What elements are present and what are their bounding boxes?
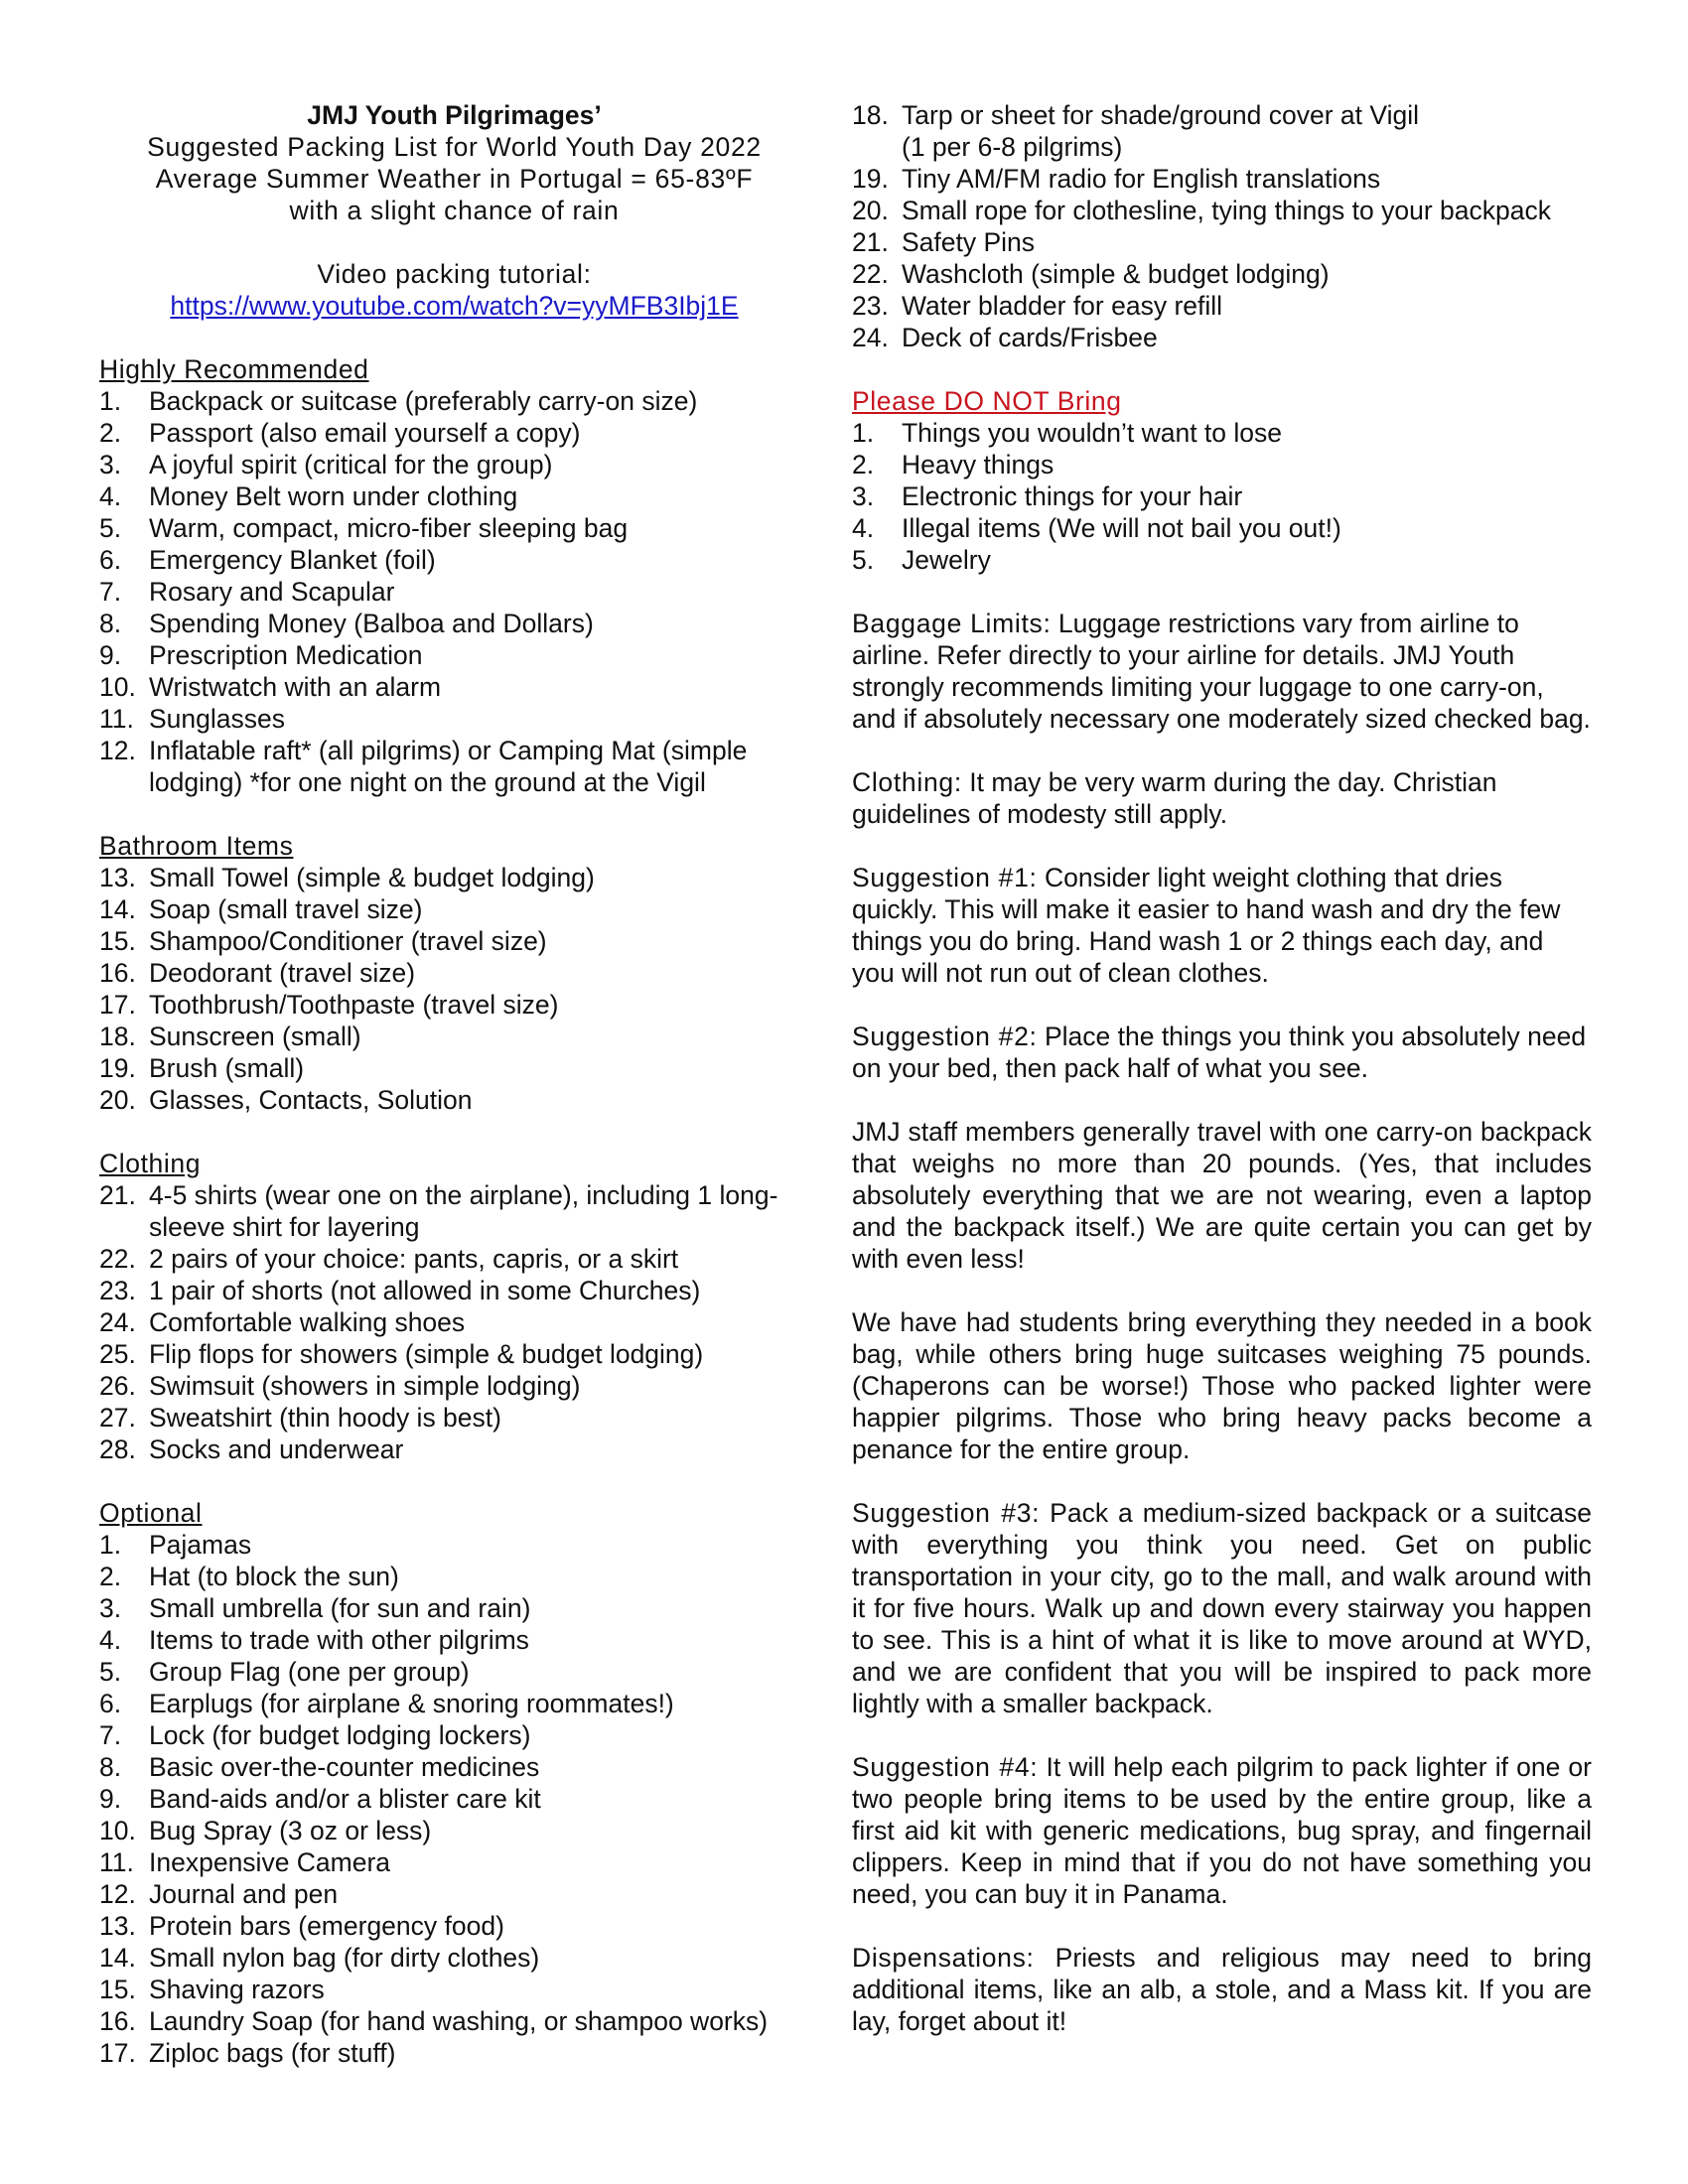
list-item-number: 8. <box>99 1752 122 1782</box>
list-item <box>99 1974 809 2005</box>
list-item <box>99 925 809 957</box>
list-item-number: 4. <box>852 513 875 543</box>
list-item-number: 7. <box>99 577 122 607</box>
list-item-text: Jewelry <box>902 545 991 575</box>
list-item <box>99 1656 809 1688</box>
list-item-number: 21. <box>852 227 889 257</box>
list-item <box>99 480 809 512</box>
suggestion-1-lead: Suggestion #1: <box>852 863 1038 892</box>
list-item-text: Deodorant (travel size) <box>149 958 416 988</box>
list-item-text: Sweatshirt (thin hoody is best) <box>149 1403 501 1433</box>
list-item-number: 10. <box>99 672 136 702</box>
list-item <box>99 1751 809 1783</box>
list-item-text: Washcloth (simple & budget lodging) <box>902 259 1330 289</box>
list-item-text: Brush (small) <box>149 1053 305 1083</box>
list-item <box>852 290 1592 322</box>
suggestion-3-paragraph <box>852 1497 1592 1719</box>
list-item <box>852 322 1592 353</box>
list-item-number: 25. <box>99 1339 136 1369</box>
list-item-text: Shaving razors <box>149 1975 325 2004</box>
suggestion-3-lead: Suggestion #3: <box>852 1498 1041 1528</box>
list-item-number: 5. <box>99 1657 122 1687</box>
list-item <box>99 1021 809 1052</box>
list-item <box>99 608 809 639</box>
clothing-lead: Clothing: <box>852 767 962 797</box>
list-item-text: 1 pair of shorts (not allowed in some Churches) <box>149 1276 701 1305</box>
list-item-text: Band-aids and/or a blister care kit <box>149 1784 541 1814</box>
list-item-number: 8. <box>99 609 122 638</box>
list-item <box>99 576 809 608</box>
list-item <box>99 639 809 671</box>
list-item-text: Emergency Blanket (foil) <box>149 545 436 575</box>
list-item-number: 23. <box>852 291 889 321</box>
list-item-number: 10. <box>99 1816 136 1845</box>
list-item-text: Small umbrella (for sun and rain) <box>149 1593 531 1623</box>
list-item-text: Money Belt worn under clothing <box>149 481 518 511</box>
bathroom-items-heading: Bathroom Items <box>99 831 294 861</box>
list-item-number: 21. <box>99 1180 136 1210</box>
list-item <box>99 862 809 893</box>
list-item-text: Shampoo/Conditioner (travel size) <box>149 926 547 956</box>
list-item-text: Things you wouldn’t want to lose <box>902 418 1282 448</box>
left-column <box>99 99 809 2069</box>
list-item-number: 26. <box>99 1371 136 1401</box>
list-item-text: Items to trade with other pilgrims <box>149 1625 529 1655</box>
list-item <box>99 1275 809 1306</box>
list-item <box>852 131 1592 163</box>
list-item-text: Passport (also email yourself a copy) <box>149 418 581 448</box>
page-subtitle: Suggested Packing List for World Youth Day 2022 <box>147 132 762 162</box>
list-item-number: 17. <box>99 2038 136 2068</box>
list-item <box>99 512 809 544</box>
list-item-text: Spending Money (Balboa and Dollars) <box>149 609 594 638</box>
list-item-number: 12. <box>99 736 136 765</box>
suggestion-4-paragraph <box>852 1751 1592 1910</box>
list-item-number: 14. <box>99 1943 136 1973</box>
list-item-text: Basic over-the-counter medicines <box>149 1752 540 1782</box>
list-item-text: Laundry Soap (for hand washing, or shampoo works) <box>149 2006 769 2036</box>
baggage-limits-paragraph <box>852 608 1592 735</box>
list-item <box>99 1846 809 1878</box>
list-item <box>99 1878 809 1910</box>
dispensations-text: Priests and religious may need to bring additional items, like an alb, a stole, and a Mass kit. If you are lay, forget about it! <box>852 1943 1592 2036</box>
list-item-number: 2. <box>852 450 875 479</box>
right-column <box>852 99 1592 2037</box>
list-item <box>99 1688 809 1719</box>
list-item-number: 28. <box>99 1434 136 1464</box>
list-item <box>99 989 809 1021</box>
list-item-number: 11. <box>99 1847 134 1877</box>
list-item-number: 27. <box>99 1403 136 1433</box>
list-item-text: Deck of cards/Frisbee <box>902 323 1158 352</box>
list-item-number: 12. <box>99 1879 136 1909</box>
list-item-text: 4-5 shirts (wear one on the airplane), including 1 long-sleeve shirt for layering <box>149 1180 778 1242</box>
suggestion-2-text: Place the things you think you absolutely need on your bed, then pack half of what you see. <box>852 1022 1587 1083</box>
page-title: JMJ Youth Pilgrimages’ <box>307 100 602 130</box>
list-item-text: Journal and pen <box>149 1879 339 1909</box>
list-item-text: Hat (to block the sun) <box>149 1562 399 1591</box>
list-item <box>99 957 809 989</box>
list-item-number: 1. <box>99 386 122 416</box>
video-label: Video packing tutorial: <box>317 259 592 289</box>
list-item-number: 7. <box>99 1720 122 1750</box>
clothing-text: It may be very warm during the day. Christian guidelines of modesty still apply. <box>852 767 1497 829</box>
list-item <box>99 703 809 735</box>
list-item <box>99 1338 809 1370</box>
suggestion-4-lead: Suggestion #4: <box>852 1752 1039 1782</box>
list-item-number: 13. <box>99 863 136 892</box>
list-item-text: Rosary and Scapular <box>149 577 395 607</box>
list-item-text: Backpack or suitcase (preferably carry-on size) <box>149 386 698 416</box>
list-item-number: 3. <box>852 481 875 511</box>
suggestion-1-text: Consider light weight clothing that dries quickly. This will make it easier to hand wash and dry the few things you do bring. Hand wash 1 or 2 things each day, and you will not run out of clean clothes. <box>852 863 1561 988</box>
list-item <box>99 2005 809 2037</box>
list-item-text: Inflatable raft* (all pilgrims) or Camping Mat (simple lodging) *for one night on the ground at the Vigil <box>149 736 748 797</box>
list-item-text: Illegal items (We will not bail you out!) <box>902 513 1341 543</box>
list-item <box>99 1179 809 1243</box>
baggage-limits-lead: Baggage Limits: <box>852 609 1052 638</box>
list-item-number: 6. <box>99 1689 122 1718</box>
dispensations-lead: Dispensations: <box>852 1943 1035 1973</box>
list-item-number: 3. <box>99 1593 122 1623</box>
dispensations-paragraph <box>852 1942 1592 2037</box>
list-item-text: Small Towel (simple & budget lodging) <box>149 863 595 892</box>
list-item-number: 13. <box>99 1911 136 1941</box>
list-item-text: Heavy things <box>902 450 1055 479</box>
list-item-text: Sunglasses <box>149 704 286 734</box>
video-tutorial-link[interactable]: https://www.youtube.com/watch?v=yyMFB3Ibj1E <box>170 291 739 321</box>
optional-list <box>99 1529 809 2069</box>
list-item <box>99 1529 809 1561</box>
list-item-text: Comfortable walking shoes <box>149 1307 466 1337</box>
list-item-number: 3. <box>99 450 122 479</box>
list-item-number: 11. <box>99 704 134 734</box>
list-item <box>99 1624 809 1656</box>
do-not-bring-list <box>852 417 1592 576</box>
list-item <box>99 385 809 417</box>
list-item <box>852 480 1592 512</box>
students-paragraph: We have had students bring everything they needed in a book bag, while others bring huge suitcases weighing 75 pounds. (Chaperons can be worse!) Those who packed lighter were happier pilgrims. Those who bring heavy packs become a penance for the entire group. <box>852 1307 1592 1464</box>
list-item-text: Tarp or sheet for shade/ground cover at Vigil <box>902 100 1419 130</box>
clothing-list <box>99 1179 809 1465</box>
list-item-text: Small nylon bag (for dirty clothes) <box>149 1943 540 1973</box>
list-item-number <box>852 131 902 163</box>
list-item-number: 17. <box>99 990 136 1020</box>
list-item-number: 1. <box>852 418 875 448</box>
suggestion-3-text: Pack a medium-sized backpack or a suitcase with everything you think you need. Get on public transportation in your city, go to the mall, and walk around with it for five hours. Walk up and down every stairway you happen to see. This is a hint of what it is like to move around at WYD, and we are confident that you will be inspired to pack more lightly with a smaller backpack. <box>852 1498 1592 1718</box>
list-item <box>99 1561 809 1592</box>
list-item-text: Ziploc bags (for stuff) <box>149 2038 396 2068</box>
list-item-text: Water bladder for easy refill <box>902 291 1223 321</box>
list-item <box>99 1306 809 1338</box>
list-item-number: 23. <box>99 1276 136 1305</box>
list-item-text: Wristwatch with an alarm <box>149 672 442 702</box>
list-item <box>99 544 809 576</box>
list-item-text: 2 pairs of your choice: pants, capris, or a skirt <box>149 1244 679 1274</box>
list-item-text: Group Flag (one per group) <box>149 1657 470 1687</box>
clothing-heading: Clothing <box>99 1149 202 1178</box>
list-item-text: Lock (for budget lodging lockers) <box>149 1720 531 1750</box>
list-item-number: 15. <box>99 1975 136 2004</box>
list-item <box>99 449 809 480</box>
list-item-number: 19. <box>99 1053 136 1083</box>
clothing-paragraph <box>852 766 1592 830</box>
optional-heading: Optional <box>99 1498 203 1528</box>
list-item-text: Safety Pins <box>902 227 1036 257</box>
list-item <box>99 2037 809 2069</box>
list-item <box>99 1402 809 1433</box>
list-item-text: Warm, compact, micro-fiber sleeping bag <box>149 513 629 543</box>
list-item-number: 2. <box>99 418 122 448</box>
list-item-number: 2. <box>99 1562 122 1591</box>
list-item-text: Flip flops for showers (simple & budget lodging) <box>149 1339 704 1369</box>
list-item <box>99 1783 809 1815</box>
do-not-bring-heading: Please DO NOT Bring <box>852 386 1122 416</box>
list-item-number: 19. <box>852 164 889 194</box>
list-item <box>852 512 1592 544</box>
list-item-number: 9. <box>99 640 122 670</box>
list-item <box>99 1243 809 1275</box>
list-item-number: 1. <box>99 1530 122 1560</box>
list-item <box>99 671 809 703</box>
list-item-text: Small rope for clothesline, tying things to your backpack <box>902 196 1551 225</box>
list-item <box>99 1433 809 1465</box>
list-item <box>99 1084 809 1116</box>
weather-line-1: Average Summer Weather in Portugal = 65-83ºF <box>155 164 754 194</box>
list-item-text: Tiny AM/FM radio for English translations <box>902 164 1381 194</box>
bathroom-items-list <box>99 862 809 1116</box>
list-item <box>99 1942 809 1974</box>
list-item-text: Earplugs (for airplane & snoring roommates!) <box>149 1689 674 1718</box>
list-item <box>852 195 1592 226</box>
list-item-text: Electronic things for your hair <box>902 481 1243 511</box>
list-item-text: A joyful spirit (critical for the group) <box>149 450 553 479</box>
list-item <box>99 1370 809 1402</box>
list-item-number: 4. <box>99 481 122 511</box>
list-item-number: 20. <box>852 196 889 225</box>
list-item-text: Glasses, Contacts, Solution <box>149 1085 473 1115</box>
list-item-text: Inexpensive Camera <box>149 1847 391 1877</box>
list-item-number: 14. <box>99 894 136 924</box>
list-item-number: 24. <box>99 1307 136 1337</box>
highly-recommended-heading: Highly Recommended <box>99 354 369 384</box>
list-item-number: 6. <box>99 545 122 575</box>
list-item <box>852 163 1592 195</box>
list-item <box>852 417 1592 449</box>
list-item-number: 5. <box>852 545 875 575</box>
list-item-number: 9. <box>99 1784 122 1814</box>
optional-list-continued <box>852 99 1592 353</box>
list-item-number: 4. <box>99 1625 122 1655</box>
list-item <box>852 544 1592 576</box>
list-item-text: Prescription Medication <box>149 640 423 670</box>
suggestion-1-paragraph <box>852 862 1592 989</box>
list-item-text: (1 per 6-8 pilgrims) <box>902 132 1123 162</box>
highly-recommended-list <box>99 385 809 798</box>
list-item-text: Sunscreen (small) <box>149 1022 361 1051</box>
baggage-limits-text: Luggage restrictions vary from airline to airline. Refer directly to your airline for details. JMJ Youth strongly recommends limiting your luggage to one carry-on, and if absolutely necessary one moderately sized checked bag. <box>852 609 1591 734</box>
list-item-text: Protein bars (emergency food) <box>149 1911 504 1941</box>
list-item-number: 22. <box>99 1244 136 1274</box>
list-item-text: Socks and underwear <box>149 1434 404 1464</box>
list-item <box>99 1910 809 1942</box>
list-item-number: 5. <box>99 513 122 543</box>
list-item-text: Swimsuit (showers in simple lodging) <box>149 1371 581 1401</box>
list-item <box>99 1052 809 1084</box>
suggestion-4-text: It will help each pilgrim to pack lighter if one or two people bring items to be used by the entire group, like a first aid kit with generic medications, bug spray, and fingernail clippers. Keep in mind that if you do not have something you need, you can buy it in Panama. <box>852 1752 1592 1909</box>
list-item <box>99 417 809 449</box>
list-item <box>99 1592 809 1624</box>
list-item-number: 16. <box>99 958 136 988</box>
list-item <box>852 258 1592 290</box>
suggestion-2-lead: Suggestion #2: <box>852 1022 1038 1051</box>
list-item <box>852 449 1592 480</box>
list-item-text: Pajamas <box>149 1530 252 1560</box>
list-item <box>852 226 1592 258</box>
list-item <box>99 1719 809 1751</box>
list-item-number: 18. <box>99 1022 136 1051</box>
list-item <box>99 893 809 925</box>
list-item-number: 22. <box>852 259 889 289</box>
weather-line-2: with a slight chance of rain <box>289 196 620 225</box>
list-item-number: 20. <box>99 1085 136 1115</box>
list-item-text: Toothbrush/Toothpaste (travel size) <box>149 990 559 1020</box>
staff-paragraph: JMJ staff members generally travel with one carry-on backpack that weighs no more than 20 pounds. (Yes, that includes absolutely everything that we are not wearing, even a laptop and the backpack itself.) We are quite certain you can get by with even less! <box>852 1117 1592 1274</box>
list-item <box>99 735 809 798</box>
list-item-number: 24. <box>852 323 889 352</box>
list-item-text: Soap (small travel size) <box>149 894 423 924</box>
list-item-number: 15. <box>99 926 136 956</box>
list-item <box>852 99 1592 131</box>
list-item-number: 18. <box>852 100 889 130</box>
suggestion-2-paragraph <box>852 1021 1592 1084</box>
list-item <box>99 1815 809 1846</box>
list-item-text: Bug Spray (3 oz or less) <box>149 1816 432 1845</box>
list-item-number: 16. <box>99 2006 136 2036</box>
